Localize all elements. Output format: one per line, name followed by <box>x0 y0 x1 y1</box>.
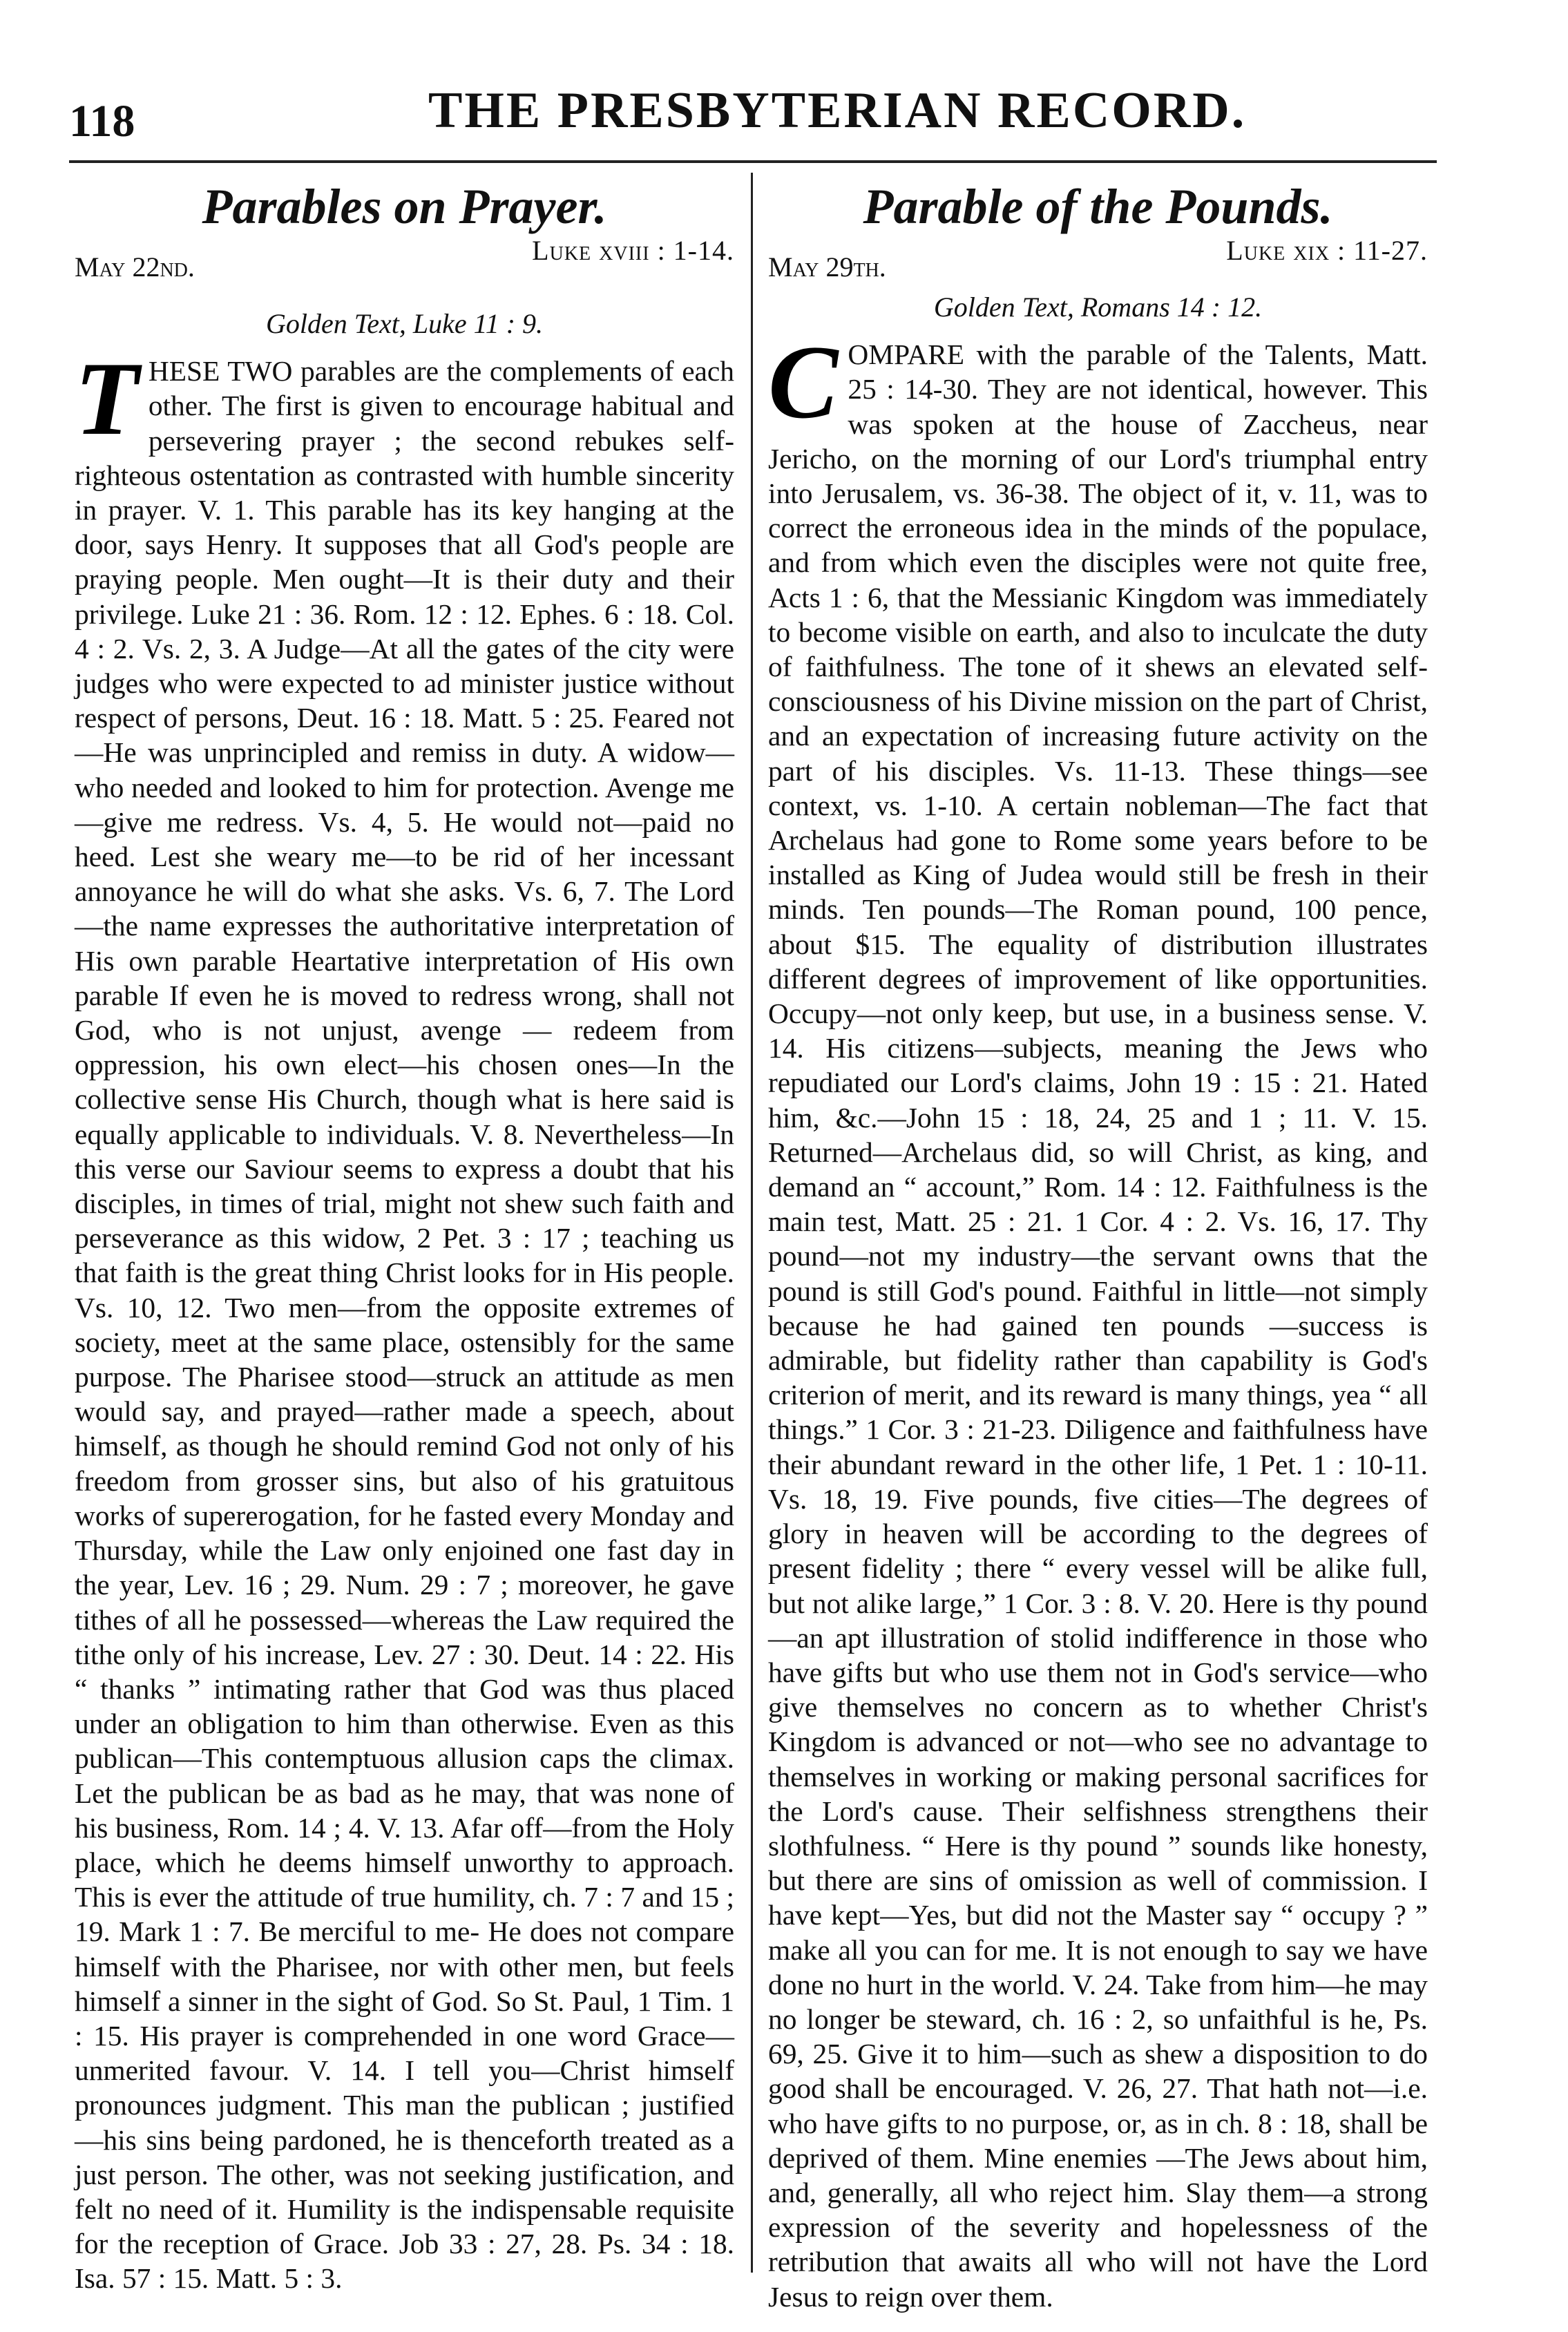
lesson-body <box>768 324 1428 2314</box>
lesson-date: May 29th. <box>768 251 886 283</box>
lesson-body <box>75 341 734 2295</box>
drop-cap: C <box>768 324 839 441</box>
lesson-right <box>768 180 1428 2314</box>
golden-text: Golden Text, Romans 14 : 12. <box>933 292 1263 323</box>
column-divider <box>751 173 753 2273</box>
lesson-body-text: HESE TWO parables are the complements of each other. The first is given to encourage habitual and persevering prayer ; the second rebukes self-righteous ostentation as contrasted with humble sincerity in prayer. V. 1. This parable has its key hanging at the door, says Henry. It supposes that all God's people are praying people. Men ought—It is their duty and their privilege. Luke 21 : 36. Rom. 12 : 12. Ephes. 6 : 18. Col. 4 : 2. Vs. 2, 3. A Judge—At all the gates of the city were judges who were expected to ad minister justice without respect of persons, Deut. 16 : 18. Matt. 5 : 25. Feared not—He was unprincipled and remiss in duty. A widow—who needed and looked to him for protection. Avenge me—give me redress. Vs. 4, 5. He would not—paid no heed. Lest she weary me—to be rid of her incessant annoyance he will do what she asks. Vs. 6, 7. The Lord—the name expresses the authoritative interpretation of His own parable Heartative interpretation of His own parable If even he is moved to redress wrong, shall not God, who is not unjust, avenge — redeem from oppression, his own elect—his chosen ones—In the collective sense His Church, though what is here said is equally applicable to individuals. V. 8. Nevertheless—In this verse our Saviour seems to express a doubt that his disciples, in times of trial, might not shew such faith and perseverance as this widow, 2 Pet. 3 : 17 ; teaching us that faith is the great thing Christ looks for in His people. Vs. 10, 12. Two men—from the opposite extremes of society, meet at the same place, ostensibly for the same purpose. The Pharisee stood—struck an attitude as men would say, and prayed—rather made a speech, about himself, as though he should remind God not only of his freedom from grosser sins, but also of his gratuitous works of supererogation, for he fasted every Monday and Thursday, while the Law only enjoined one fast day in the year, Lev. 16 ; 29. Num. 29 : 7 ; moreover, he gave tithes of all he possessed—whereas the Law required the tithe only of his increase, Lev. 27 : 30. Deut. 14 : 22. His “ thanks ” intimating rather that God was thus placed under an obligation to him than otherwise. Even as this publican—This contemptuous allusion caps the climax. Let the publican be as bad as he may, that was none of his business, Rom. 14 ; 4. V. 13. Afar off—from the Holy place, which he deems himself unworthy to approach. This is ever the attitude of true humility, ch. 7 : 7 and 15 ; 19. Mark 1 : 7. Be merciful to me- He does not compare himself with the Pharisee, nor with other men, but feels himself a sinner in the sight of God. So St. Paul, 1 Tim. 1 : 15. His prayer is comprehended in one word Grace—unmerited favour. V. 14. I tell you—Christ himself pronounces judgment. This man the publican ; justified—his sins being pardoned, he is thenceforth treated as a just person. The other, was not seeking justification, and felt no need of it. Humility is the indispensable requisite for the reception of Grace. Job 33 : 27, 28. Ps. 34 : 18. Isa. 57 : 15. Matt. 5 : 3. <box>75 355 734 2295</box>
header-rule <box>69 160 1437 163</box>
lesson-date: May 22nd. <box>75 251 195 283</box>
lesson-left <box>75 180 734 2296</box>
page-header <box>69 82 1437 157</box>
lesson-meta <box>768 234 1428 283</box>
journal-title: THE PRESBYTERIAN RECORD. <box>428 82 1247 139</box>
lesson-body-text: OMPARE with the parable of the Talents, Matt. 25 : 14-30. They are not identical, however. This was spoken at the house of Zaccheus, near Jericho, on the morning of our Lord's triumphal entry into Jerusalem, vs. 36-38. The object of it, v. 11, was to correct the erroneous idea in the minds of the populace, and from which even the disciples were not quite free, Acts 1 : 6, that the Messianic Kingdom was immediately to become visible on earth, and also to inculcate the duty of faithfulness. The tone of it shews an elevated self-consciousness of his Divine mission on the part of Christ, and an expectation of increasing future activity on the part of his disciples. Vs. 11-13. These things—see context, vs. 1-10. A certain nobleman—The fact that Archelaus had gone to Rome some years before to be installed as King of Judea would still be fresh in their minds. Ten pounds—The Roman pound, 100 pence, about $15. The equality of distribution illustrates different degrees of improvement of like opportunities. Occupy—not only keep, but use, in a business sense. V. 14. His citizens—subjects, meaning the Jews who repudiated our Lord's claims, John 19 : 15 : 21. Hated him, &c.—John 15 : 18, 24, 25 and 1 ; 11. V. 15. Returned—Archelaus did, so will Christ, as king, and demand an “ account,” Rom. 14 : 12. Faithfulness is the main test, Matt. 25 : 21. 1 Cor. 4 : 2. Vs. 16, 17. Thy pound—not my industry—the servant owns that the pound is still God's pound. Faithful in little—not simply because he had gained ten pounds —success is admirable, but fidelity rather than capability is God's criterion of merit, and its reward is many things, yea “ all things.” 1 Cor. 3 : 21-23. Diligence and faithfulness have their abundant reward in the other life, 1 Pet. 1 : 10-11. Vs. 18, 19. Five pounds, five cities—The degrees of glory in heaven will be according to the degrees of present fidelity ; there “ every vessel will be alike full, but not alike large,” 1 Cor. 3 : 8. V. 20. Here is thy pound—an apt illustration of stolid indifference in those who have gifts but who use them not in God's service—who give themselves no concern as to whether Christ's Kingdom is advanced or not—who see no advantage to themselves in working or making personal sacrifices for the Lord's cause. Their selfishness strengthens their slothfulness. “ Here is thy pound ” sounds like honesty, but there are sins of omission as well of commission. I have kept—Yes, but did not the Master say “ occupy ? ” make all you can for me. It is not enough to say we have done no hurt in the world. V. 24. Take from him—he may no longer be steward, ch. 16 : 2, so unfaithful is he, Ps. 69, 25. Give it to him—such as shew a disposition to do good shall be encouraged. V. 26, 27. That hath not—i.e. who have gifts to no purpose, or, as in ch. 8 : 18, shall be deprived of them. Mine enemies —The Jews about him, and, generally, all who reject him. Slay them—a strong expression of the severity and hopelessness of the retribution that awaits all who will not have the Lord Jesus to reign over them. <box>768 338 1428 2313</box>
lesson-title: Parables on Prayer. <box>202 179 607 234</box>
page-number: 118 <box>69 96 135 146</box>
scripture-reference: Luke xix : 11-27. <box>1226 235 1428 267</box>
golden-text: Golden Text, Luke 11 : 9. <box>265 308 544 340</box>
lesson-meta <box>75 234 734 283</box>
drop-cap: T <box>75 341 139 457</box>
scripture-reference: Luke xviii : 1-14. <box>532 235 734 267</box>
lesson-title: Parable of the Pounds. <box>863 179 1333 234</box>
